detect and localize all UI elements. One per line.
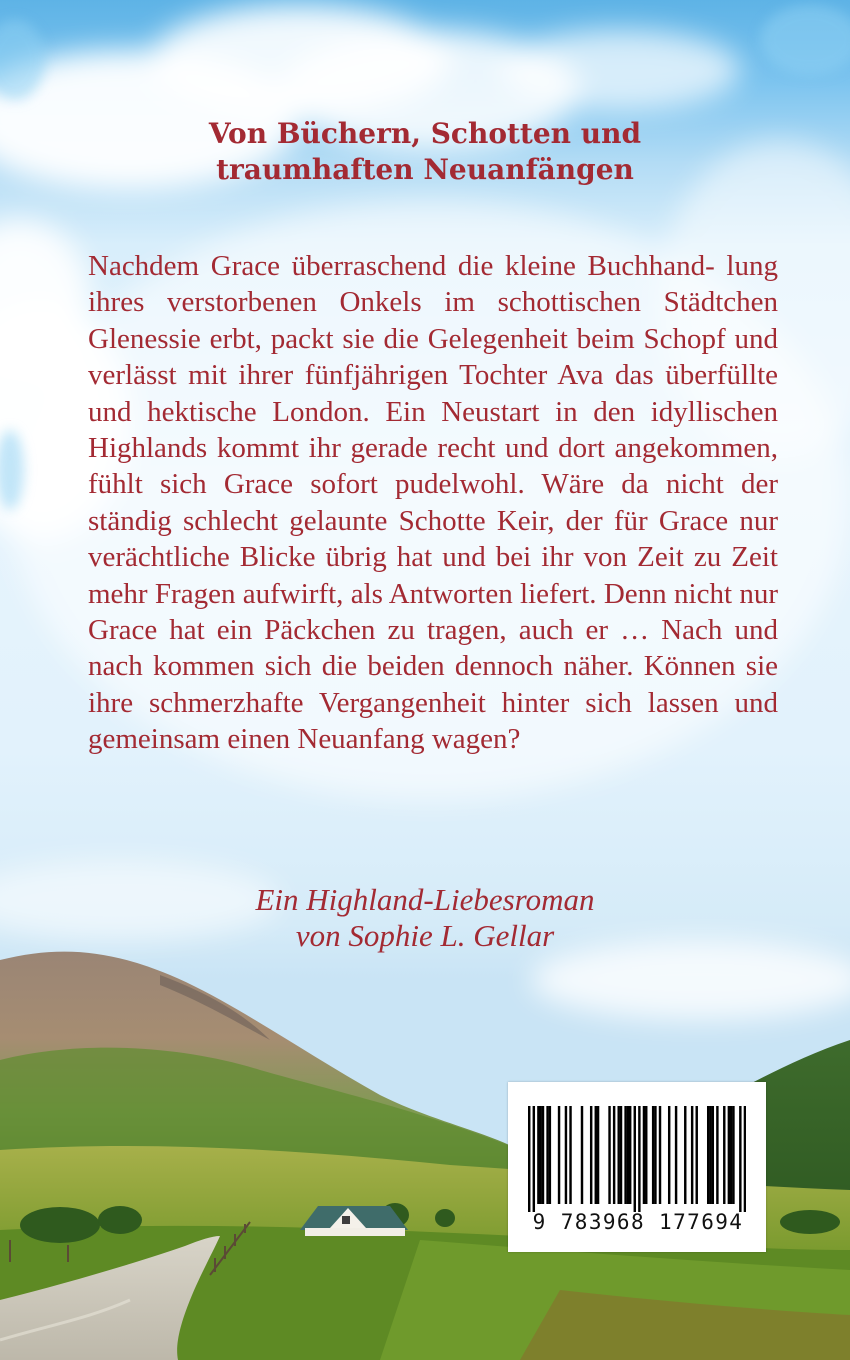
barcode-bar bbox=[739, 1106, 741, 1212]
barcode-bar bbox=[569, 1106, 571, 1204]
barcode-bar bbox=[608, 1106, 610, 1204]
barcode-bar bbox=[549, 1106, 551, 1204]
barcode-bar bbox=[613, 1106, 615, 1204]
barcode-bar bbox=[539, 1106, 541, 1204]
barcode-bar bbox=[645, 1106, 647, 1204]
barcode-bar bbox=[730, 1106, 732, 1204]
barcode-bar bbox=[537, 1106, 539, 1204]
barcode-bar bbox=[634, 1106, 636, 1212]
isbn-barcode bbox=[508, 1082, 766, 1252]
byline-genre: Ein Highland-Liebesroman bbox=[255, 882, 595, 917]
barcode-bar bbox=[732, 1106, 734, 1204]
headline bbox=[0, 116, 850, 188]
barcode-bar bbox=[590, 1106, 592, 1204]
barcode-bar bbox=[684, 1106, 686, 1204]
barcode-bar bbox=[620, 1106, 622, 1204]
barcode-bar bbox=[533, 1106, 535, 1212]
barcode-bar bbox=[597, 1106, 599, 1204]
barcode-bar bbox=[528, 1106, 530, 1212]
barcode-bar bbox=[627, 1106, 629, 1204]
barcode-bar bbox=[744, 1106, 746, 1212]
barcode-bar bbox=[723, 1106, 725, 1204]
isbn-digits: 9 783968 177694 bbox=[532, 1210, 744, 1234]
barcode-bar bbox=[558, 1106, 560, 1204]
barcode-bar bbox=[668, 1106, 670, 1204]
byline bbox=[0, 882, 850, 954]
barcode-bar bbox=[716, 1106, 718, 1204]
barcode-bar bbox=[707, 1106, 709, 1204]
barcode-bar bbox=[712, 1106, 714, 1204]
barcode-bar bbox=[581, 1106, 583, 1204]
barcode-bar bbox=[542, 1106, 544, 1204]
barcode-bar bbox=[709, 1106, 711, 1204]
barcode-bar bbox=[696, 1106, 698, 1204]
barcode-bar bbox=[691, 1106, 693, 1204]
barcode-bar bbox=[652, 1106, 654, 1204]
barcode-bar bbox=[595, 1106, 597, 1204]
barcode-bar bbox=[546, 1106, 548, 1204]
barcode-bar bbox=[675, 1106, 677, 1204]
barcode-bar bbox=[624, 1106, 626, 1204]
cottage bbox=[300, 1206, 408, 1236]
barcode-bar bbox=[565, 1106, 567, 1204]
barcode-bar bbox=[654, 1106, 656, 1204]
headline-line-2: traumhaften Neuanfängen bbox=[216, 153, 634, 186]
barcode-bar bbox=[617, 1106, 619, 1204]
barcode-bar bbox=[638, 1106, 640, 1212]
barcode-bar bbox=[728, 1106, 730, 1204]
byline-author: von Sophie L. Gellar bbox=[295, 918, 555, 953]
headline-line-1: Von Büchern, Schotten und bbox=[208, 117, 642, 150]
blurb-text: Nachdem Grace überraschend die kleine Buchhand- lung ihres verstorbenen Onkels im schottischen Städtchen Glenessie erbt, packt sie die Gelegenheit beim Schopf und verlässt mit ihrer fünfjährigen Tochter Ava das überfüllte und hektische London. Ein Neustart in den idyllischen Highlands kommt ihr gerade recht und dort angekommen, fühlt sich Grace sofort pudelwohl. Wäre da nicht der ständig schlecht gelaunte Schotte Keir, der für Grace nur verächtliche Blicke übrig hat und bei ihr von Zeit zu Zeit mehr Fragen aufwirft, als Antworten liefert. Denn nicht nur Grace hat ein Päckchen zu tragen, auch er … Nach und nach kommen sich die beiden dennoch näher. Können sie ihre schmerzhafte Vergangenheit hinter sich lassen und gemeinsam einen Neuanfang wagen? bbox=[88, 250, 778, 756]
barcode-bars bbox=[528, 1106, 746, 1212]
barcode-bar bbox=[629, 1106, 631, 1204]
barcode-bar bbox=[643, 1106, 645, 1204]
barcode-bar bbox=[659, 1106, 661, 1204]
